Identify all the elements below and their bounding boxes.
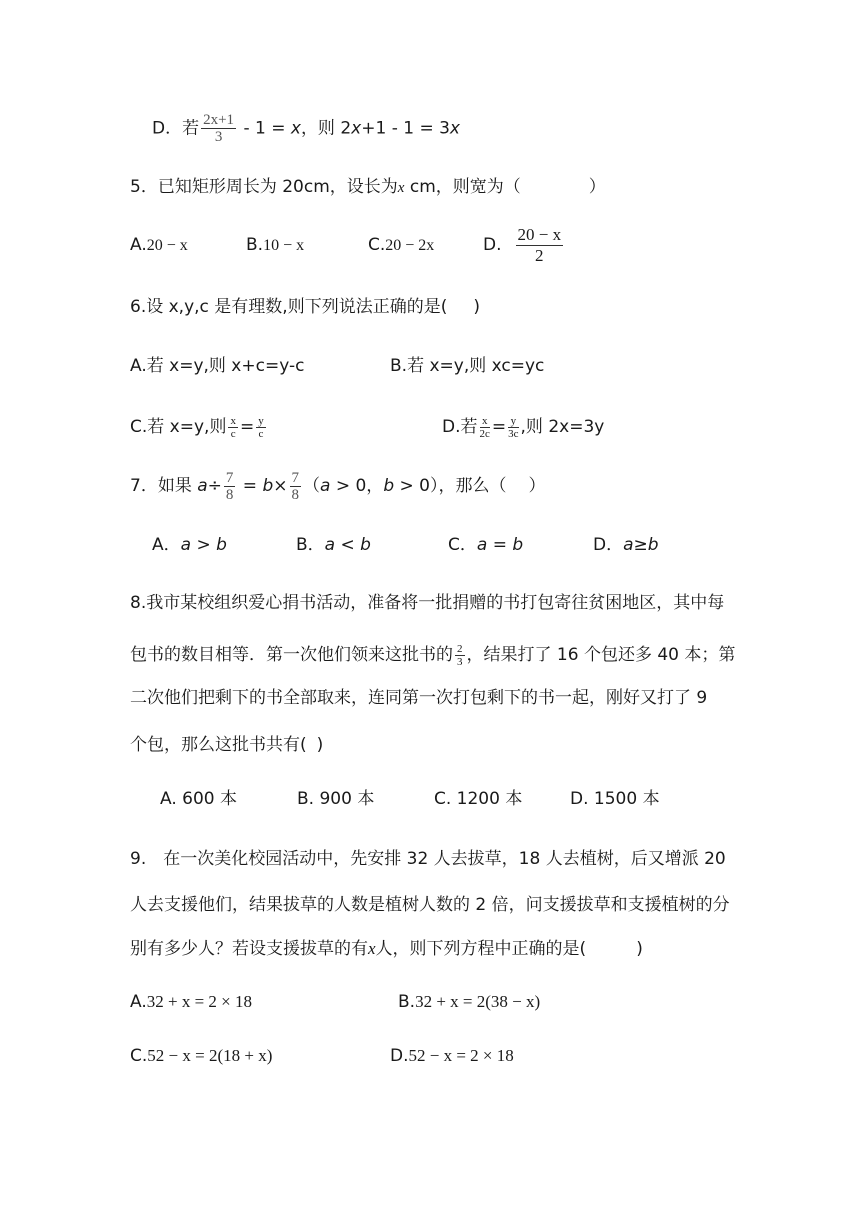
question-6-option-b (390, 354, 544, 378)
text: 6.设 x,y,c 是有理数,则下列说法正确的是( (130, 297, 448, 317)
option-label: A. (130, 235, 147, 255)
option-expression: a≥b (623, 535, 659, 555)
option-expression: 52 − x = 2 × 18 (408, 1046, 514, 1065)
option-expression: 10 − x (263, 237, 305, 254)
variable: a (197, 476, 208, 496)
question-5-option-b (246, 233, 304, 258)
question-8-line-1: 8.我市某校组织爱心捐书活动，准备将一批捐赠的书打包寄往贫困地区，其中每 (130, 593, 725, 613)
text: ) (316, 735, 324, 755)
text: +1 - 1 = 3 (361, 118, 450, 139)
text: ，结果打了 16 个包还多 40 本；第 (466, 645, 736, 665)
text: ) (473, 297, 480, 317)
question-9-line-2: 人去支援他们，结果拔草的人数是植树人数的 2 倍，问支援拔草和支援植树的分 (130, 895, 730, 915)
question-9-option-c (130, 1044, 272, 1068)
question-6-option-c (130, 412, 268, 442)
text: 个包，那么这批书共有( (130, 735, 307, 755)
denominator: 3 (214, 129, 223, 145)
question-6-stem (130, 295, 480, 319)
question-7-option-c (448, 533, 523, 557)
text: cm，则宽为（ (404, 177, 521, 197)
numerator: x (230, 414, 236, 427)
text: = (237, 476, 263, 496)
question-6-option-a (130, 354, 304, 378)
option-label: D． (593, 535, 624, 555)
question-8-line-4 (130, 733, 323, 757)
option-label: B． (296, 535, 325, 555)
variable: b (262, 476, 274, 496)
fraction (201, 112, 236, 145)
text: 包书的数目相等．第一次他们领来这批书的 (130, 645, 453, 665)
numerator: 7 (291, 469, 300, 486)
question-9-option-d (390, 1044, 514, 1068)
text: （ (303, 476, 321, 496)
question-9-option-a (130, 990, 252, 1014)
text: 别有多少人？若设支援拔草的有 (130, 939, 368, 959)
question-9-option-b (398, 990, 540, 1014)
question-9-line-3 (130, 937, 643, 961)
question-7-stem (130, 467, 545, 505)
variable: b (383, 476, 395, 496)
question-8-line-3: 二次他们把剩下的书全部取来，连同第一次打包剩下的书一起，刚好又打了 9 (130, 688, 708, 708)
option-expression: 20 − 2x (385, 237, 435, 254)
text: ） (528, 476, 546, 496)
denominator: 3 (457, 655, 463, 668)
question-8-line-2 (130, 640, 735, 670)
variable: x (351, 118, 362, 139)
text: = (239, 417, 255, 437)
option-d-prev (152, 112, 460, 145)
fraction (290, 470, 302, 503)
fraction (228, 415, 238, 440)
fraction (516, 225, 564, 266)
variable: x (290, 118, 301, 139)
variable: x (368, 939, 376, 958)
option-text: B.若 x=y,则 xc=yc (390, 356, 545, 376)
fraction (256, 415, 266, 440)
denominator: 2 (535, 245, 544, 265)
text: ) (636, 939, 643, 959)
option-label: D．若 (152, 118, 200, 139)
option-text: D.若 (442, 417, 478, 437)
text: 5．已知矩形周长为 20cm，设长为 (130, 177, 398, 197)
option-expression: 32 + x = 2 × 18 (146, 992, 252, 1011)
option-text: A.若 x=y,则 x+c=y-c (130, 356, 305, 376)
option-label: A． (152, 535, 181, 555)
option-expression: a < b (324, 535, 371, 555)
option-label: D. (483, 235, 502, 255)
variable: x (397, 180, 405, 196)
numerator: x (480, 415, 490, 428)
question-8-option-a: A. 600 本 (160, 789, 237, 809)
option-text: C.若 x=y,则 (130, 417, 227, 437)
option-label: D. (390, 1046, 409, 1066)
option-label: C. (130, 1046, 148, 1066)
question-7-option-d (593, 533, 659, 557)
text: 人，则下列方程中正确的是( (375, 939, 587, 959)
question-8-option-d: D. 1500 本 (570, 789, 660, 809)
numerator: 2 (457, 642, 463, 655)
question-9-line-1: 9. 在一次美化校园活动中，先安排 32 人去拔草，18 人去植树，后又增派 20 (130, 849, 726, 869)
text: = (491, 417, 507, 437)
option-text: ,则 2x=3y (520, 417, 605, 437)
text: > 0， (330, 476, 384, 496)
variable: a (320, 476, 331, 496)
denominator: 2c (479, 427, 490, 440)
denominator: c (230, 427, 236, 440)
question-5-option-c (368, 233, 434, 258)
question-5-option-d (483, 222, 565, 268)
option-label: B. (246, 235, 264, 255)
option-label: C. (368, 235, 386, 255)
question-6-option-d (442, 412, 604, 442)
denominator: 8 (291, 486, 300, 503)
question-7-option-a (152, 533, 227, 557)
numerator: 7 (225, 469, 234, 486)
question-5-stem (130, 175, 606, 200)
question-8-option-c: C. 1200 本 (434, 789, 523, 809)
question-8-option-b: B. 900 本 (297, 789, 375, 809)
numerator: y (258, 414, 264, 427)
text: ÷ (207, 476, 222, 496)
question-7-option-b (296, 533, 371, 557)
option-label: B. (398, 992, 416, 1012)
denominator: 3c (508, 427, 519, 440)
option-label: A. (130, 992, 147, 1012)
text: ，则 2 (300, 118, 352, 139)
numerator: 2x+1 (203, 112, 235, 128)
text: 7．如果 (130, 476, 198, 496)
text: ） (588, 177, 606, 197)
numerator: y (508, 415, 518, 428)
text: - 1 = (238, 118, 291, 139)
option-expression: a > b (180, 535, 227, 555)
denominator: 8 (225, 486, 234, 503)
option-expression: a = b (476, 535, 524, 555)
fraction (480, 415, 490, 440)
text: > 0），那么（ (394, 476, 507, 496)
text: × (273, 476, 288, 496)
denominator: c (258, 427, 264, 440)
fraction (455, 643, 465, 668)
fraction (508, 415, 518, 440)
option-expression: 32 + x = 2(38 − x) (415, 992, 541, 1011)
option-label: C． (448, 535, 477, 555)
question-5-option-a (130, 233, 188, 258)
numerator: 20 − x (517, 224, 562, 244)
variable: x (449, 118, 460, 139)
option-expression: 52 − x = 2(18 + x) (147, 1046, 273, 1065)
fraction (224, 470, 236, 503)
option-expression: 20 − x (146, 237, 188, 254)
